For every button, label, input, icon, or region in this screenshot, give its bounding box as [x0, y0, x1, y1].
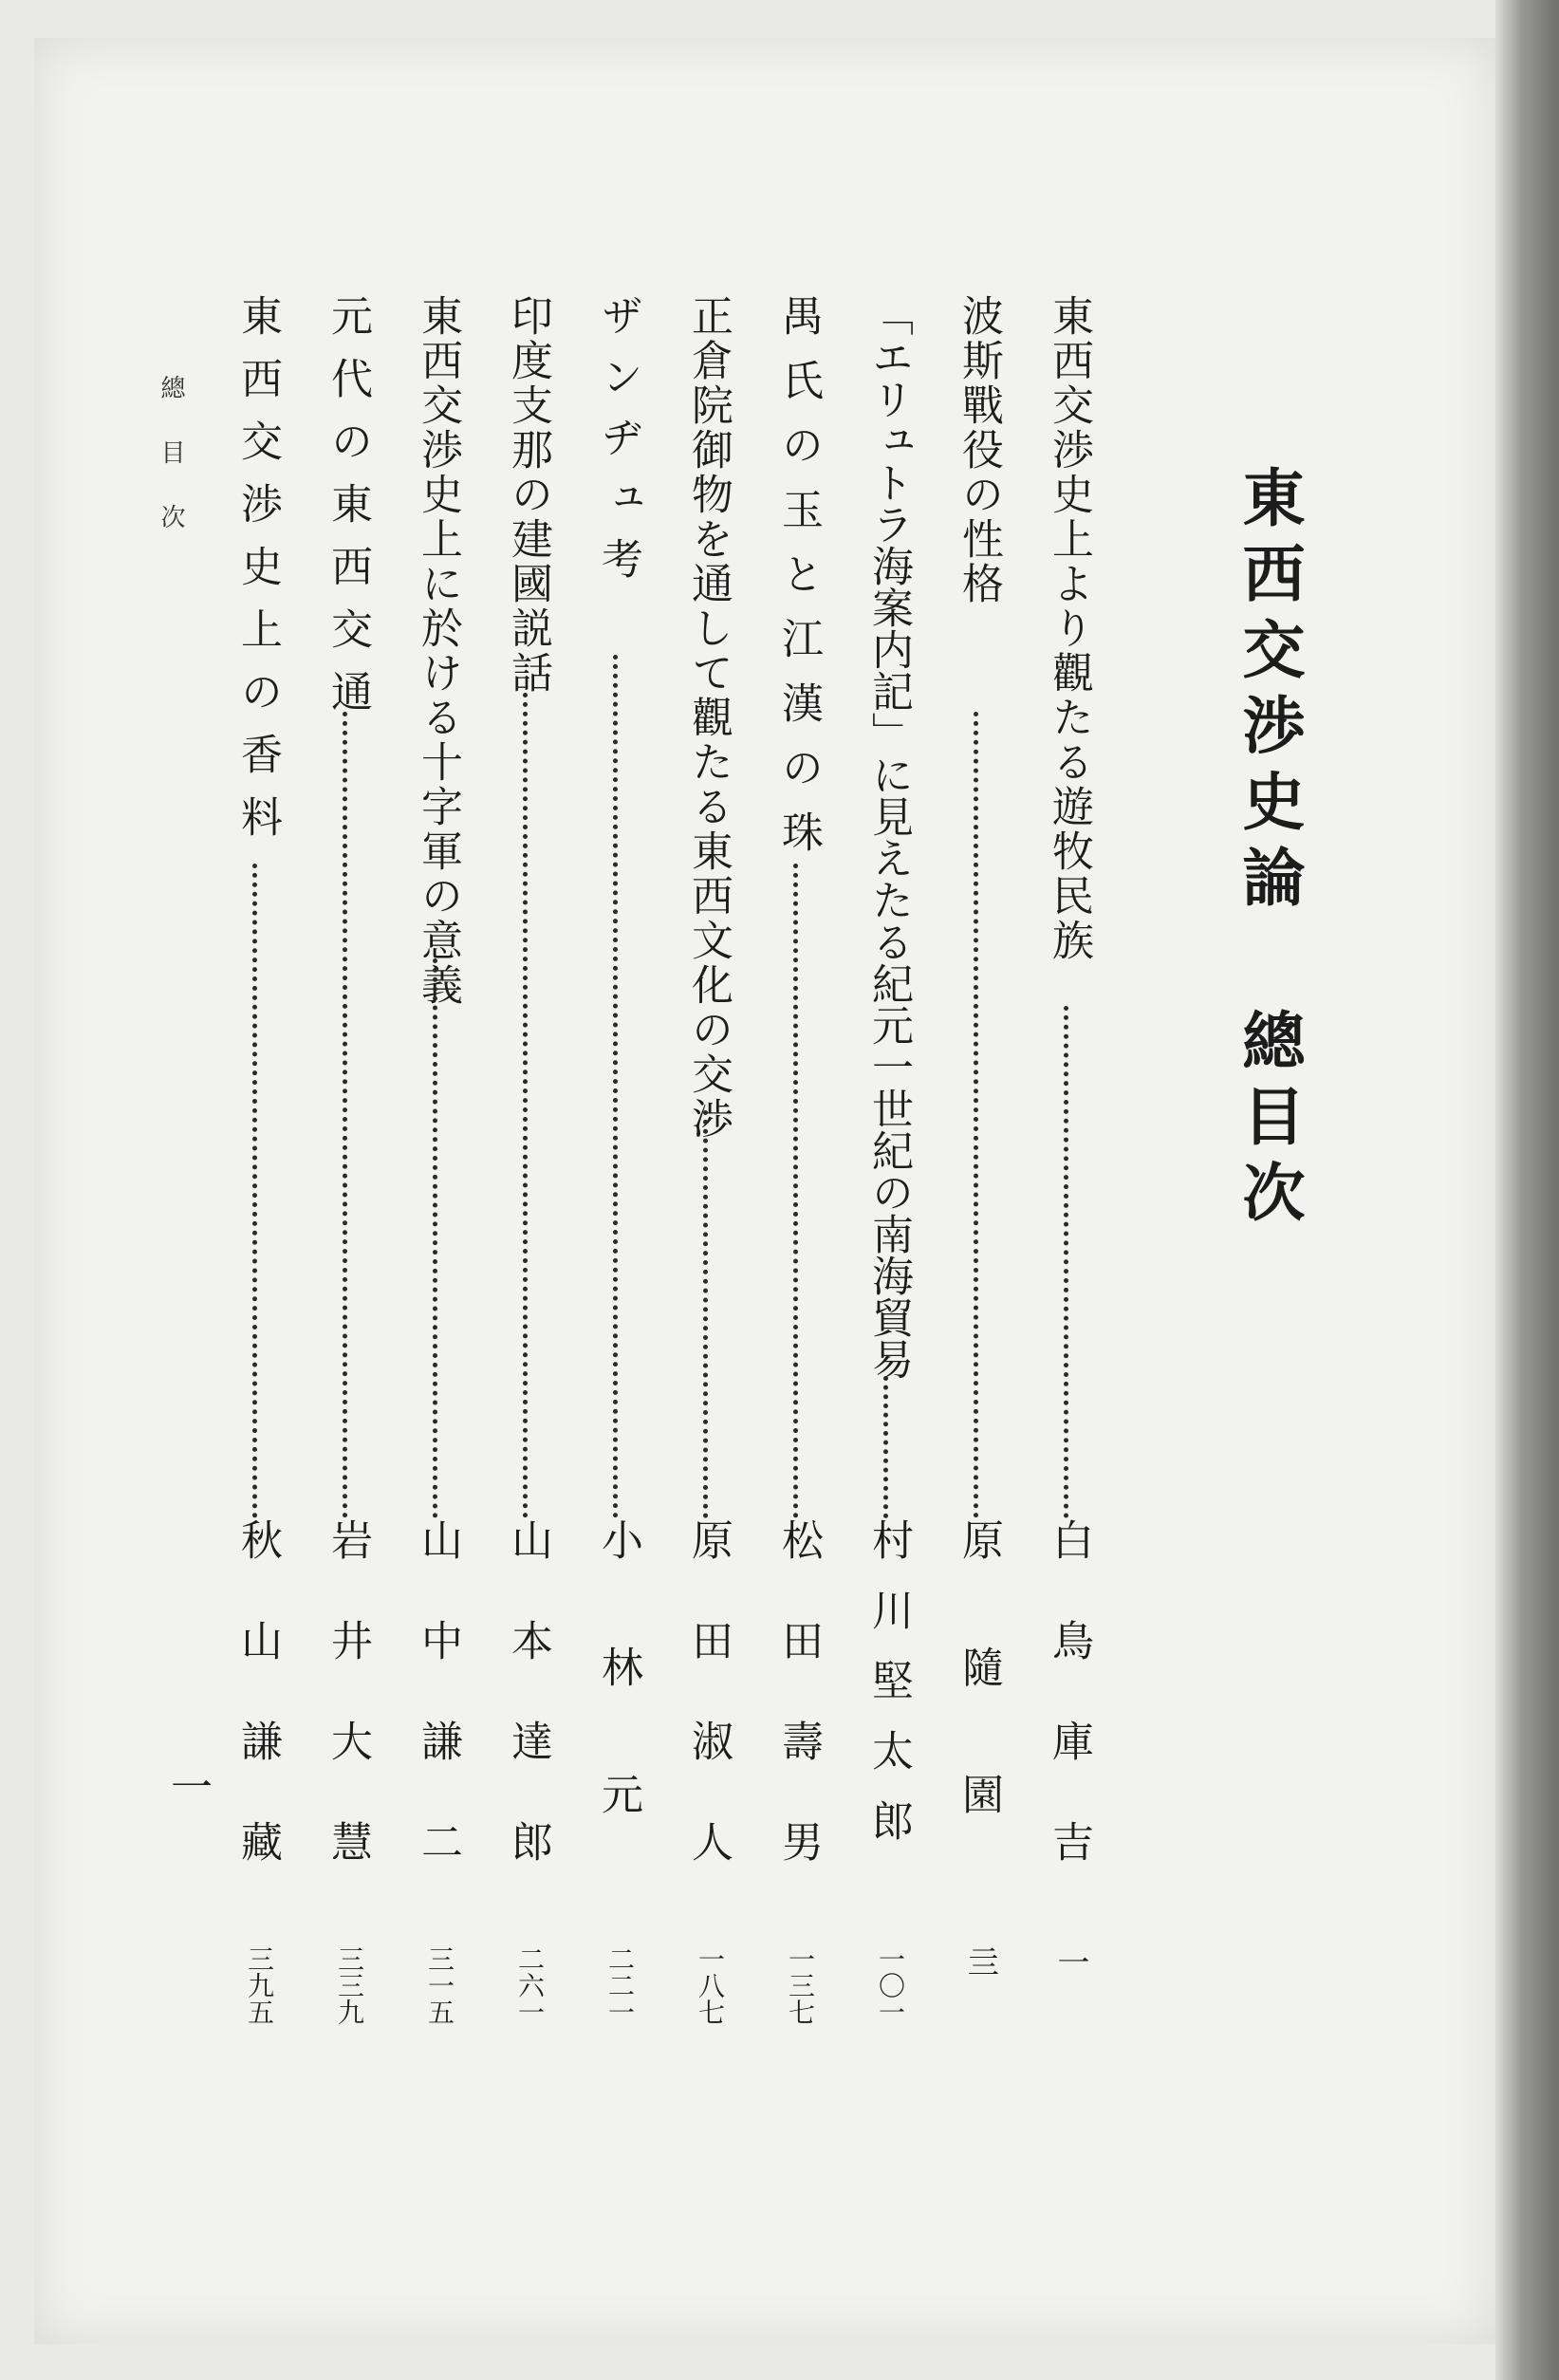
toc-entry-title: ザンヂュ考	[594, 294, 642, 598]
toc-entry-page: 一三七	[785, 1945, 816, 2025]
dot-leader	[252, 864, 257, 1518]
toc-entry-title: 東西交渉史上に於ける十字軍の意義	[414, 294, 462, 1008]
dot-leader	[883, 1376, 888, 1518]
toc-entry-author: 岩井大慧	[324, 1518, 372, 1921]
toc-entry	[584, 294, 650, 2097]
toc-entry	[403, 294, 470, 2097]
toc-entry	[223, 294, 289, 2097]
toc-entry-title: 東西交渉史上の香料	[233, 294, 282, 858]
toc-entry-author: 原田淑人	[684, 1518, 733, 1921]
toc-entry-page: 二六一	[514, 1945, 546, 2025]
toc-entry-author: 白鳥庫吉	[1045, 1518, 1093, 1921]
toc-entry-page: 一八七	[695, 1945, 726, 2025]
toc-entry-author: 松田壽男	[774, 1518, 823, 1921]
toc-entry-title: 波斯戰役の性格	[955, 294, 1003, 606]
toc-entry-page: 一	[1051, 1945, 1089, 1978]
toc-entry-page: 亖	[961, 1945, 999, 1978]
toc-entry-author: 原隨園	[955, 1518, 1003, 1900]
toc-entry-title: 正倉院御物を通して觀たる東西文化の交渉	[684, 294, 733, 1142]
dot-leader	[703, 1110, 708, 1518]
toc-entry	[854, 294, 920, 2097]
page-number: 一	[163, 1765, 212, 1807]
dot-leader	[613, 655, 618, 1518]
toc-entry	[313, 294, 380, 2097]
toc-entry	[674, 294, 740, 2097]
toc-entry-author: 村川堅太郎	[864, 1518, 913, 1869]
toc-entry-title: 「エリュトラ海案内記」に見えたる紀元一世紀の南海貿易	[864, 294, 913, 1380]
toc-entry-page: 二二一	[604, 1945, 636, 2025]
toc-entry-author: 秋山謙藏	[233, 1518, 282, 1921]
toc-entry-title: 元代の東西交通	[324, 294, 372, 733]
toc-entry-author: 山中謙二	[414, 1518, 462, 1921]
toc-entry	[1034, 294, 1101, 2097]
toc-entry-page: 三一五	[424, 1945, 455, 2025]
toc-entry	[764, 294, 830, 2097]
toc-entry-title: 東西交渉史上より觀たる遊牧民族	[1045, 294, 1093, 963]
page-edge	[1495, 0, 1559, 2380]
dot-leader	[433, 958, 437, 1518]
dot-leader	[974, 712, 978, 1518]
toc-entry-page: 一〇一	[875, 1945, 906, 2025]
toc-entry	[944, 294, 1011, 2097]
toc-entry-page: 三三九	[334, 1945, 365, 2025]
toc-entry-title: 禺氏の玉と江漢の珠	[774, 294, 823, 875]
toc-entry-author: 小林元	[594, 1518, 642, 1900]
dot-leader	[523, 693, 528, 1518]
toc-entry-page: 三九五	[244, 1945, 275, 2025]
dot-leader	[793, 864, 798, 1518]
dot-leader	[343, 712, 347, 1518]
running-head: 總目次	[157, 375, 185, 568]
dot-leader	[1064, 1006, 1068, 1518]
toc-entry	[493, 294, 560, 2097]
page-title: 東西交渉史論 總目次	[1232, 465, 1306, 1236]
toc-entry-title: 印度支那の建國説話	[504, 294, 552, 696]
toc-entry-author: 山本達郎	[504, 1518, 552, 1921]
